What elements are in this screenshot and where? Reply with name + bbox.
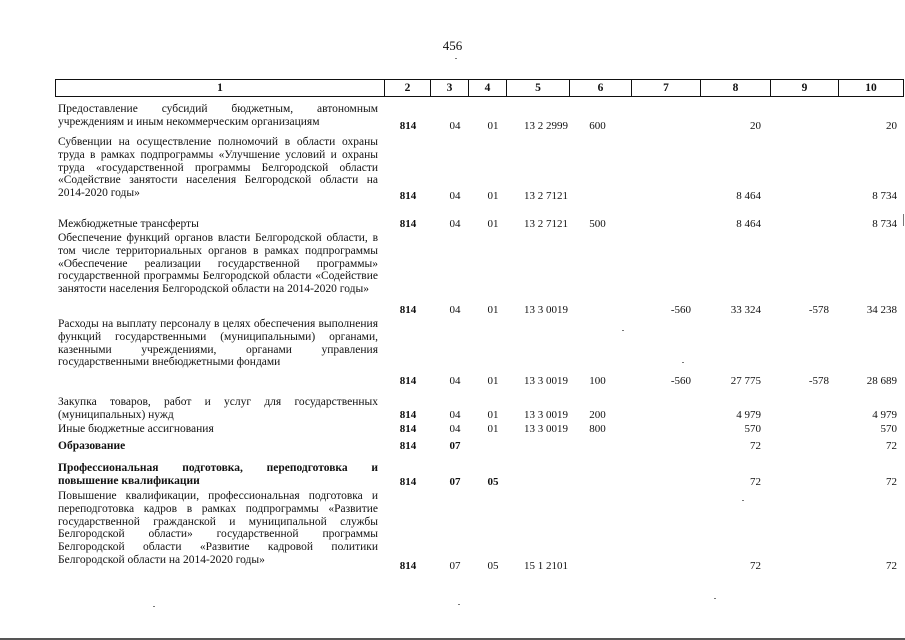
cell-col-8: 72 bbox=[750, 476, 761, 488]
scan-speck bbox=[455, 58, 457, 59]
cell-section: 04 bbox=[449, 409, 461, 421]
cell-col-10: 72 bbox=[886, 476, 897, 488]
scan-speck bbox=[458, 604, 460, 605]
cell-expense-type: 500 bbox=[589, 218, 606, 230]
cell-subsection: 01 bbox=[487, 218, 499, 230]
cell-subsection: 05 bbox=[487, 560, 499, 572]
cell-section: 07 bbox=[449, 560, 461, 572]
header-col-5: 5 bbox=[507, 80, 570, 96]
row-description: Профессиональная подготовка, переподготовка и повышение квалификации bbox=[58, 462, 378, 487]
header-col-6: 6 bbox=[570, 80, 632, 96]
row-description: Повышение квалификации, профессиональная подготовка и переподготовка кадров в рамках подпрограммы «Развитие государственной гражданской и муниципальной службы Белгородской области» государственной программы Белгородской области «Развитие кадровой политики Белгородской области на 2014-2020 годы» bbox=[58, 490, 378, 566]
cell-col-10: 34 238 bbox=[866, 304, 897, 316]
cell-section: 07 bbox=[449, 440, 461, 452]
cell-target-article: 13 3 0019 bbox=[524, 375, 568, 387]
scan-speck bbox=[682, 362, 684, 363]
scan-speck bbox=[903, 214, 904, 226]
cell-subsection: 01 bbox=[487, 409, 499, 421]
cell-col-10: 28 689 bbox=[866, 375, 897, 387]
cell-col-8: 33 324 bbox=[730, 304, 761, 316]
cell-section: 04 bbox=[449, 375, 461, 387]
cell-col-8: 27 775 bbox=[730, 375, 761, 387]
cell-section: 04 bbox=[449, 423, 461, 435]
cell-target-article: 15 1 2101 bbox=[524, 560, 568, 572]
cell-code: 814 bbox=[399, 375, 417, 387]
header-col-1: 1 bbox=[56, 80, 385, 96]
cell-code: 814 bbox=[399, 423, 417, 435]
cell-col-10: 8 734 bbox=[872, 218, 897, 230]
cell-col-8: 8 464 bbox=[736, 190, 761, 202]
cell-code: 814 bbox=[399, 440, 417, 452]
header-col-8: 8 bbox=[701, 80, 771, 96]
cell-col-8: 72 bbox=[750, 560, 761, 572]
header-col-9: 9 bbox=[771, 80, 839, 96]
header-col-2: 2 bbox=[385, 80, 431, 96]
cell-code: 814 bbox=[399, 409, 417, 421]
cell-expense-type: 200 bbox=[589, 409, 606, 421]
cell-col-10: 72 bbox=[886, 440, 897, 452]
header-col-10: 10 bbox=[865, 82, 877, 94]
cell-code: 814 bbox=[399, 120, 417, 132]
cell-target-article: 13 3 0019 bbox=[524, 304, 568, 316]
header-col-3: 3 bbox=[431, 80, 469, 96]
cell-code: 814 bbox=[399, 304, 417, 316]
cell-col-10: 570 bbox=[880, 423, 897, 435]
cell-col-8: 20 bbox=[750, 120, 761, 132]
row-description: Обеспечение функций органов власти Белгородской области, в том числе территориальных органов в рамках подпрограммы «Обеспечение реализации государственной программы» государственной программы Белгородской области «Содействие занятости населения Белгородской области на 2014-2020 годы» bbox=[58, 232, 378, 296]
cell-col-7: -560 bbox=[670, 375, 691, 387]
cell-subsection: 05 bbox=[487, 476, 499, 488]
scan-speck bbox=[153, 606, 155, 607]
cell-section: 04 bbox=[449, 120, 461, 132]
cell-subsection: 01 bbox=[487, 304, 499, 316]
header-col-4: 4 bbox=[469, 80, 507, 96]
cell-code: 814 bbox=[399, 476, 417, 488]
cell-expense-type: 100 bbox=[589, 375, 606, 387]
cell-col-9: -578 bbox=[808, 304, 829, 316]
cell-expense-type: 800 bbox=[589, 423, 606, 435]
scan-speck bbox=[622, 330, 624, 331]
cell-section: 04 bbox=[449, 190, 461, 202]
cell-code: 814 bbox=[399, 218, 417, 230]
row-description: Предоставление субсидий бюджетным, автономным учреждениям и иным некоммерческим организациям bbox=[58, 103, 378, 128]
cell-col-10: 72 bbox=[886, 560, 897, 572]
cell-col-10: 20 bbox=[886, 120, 897, 132]
cell-col-10: 8 734 bbox=[872, 190, 897, 202]
row-description: Субвенции на осуществление полномочий в области охраны труда в рамках подпрограммы «Улучшение условий и охраны труда «государственной программы Белгородской области «Содействие занятости населения Белгородской области на 2014-2020 годы» bbox=[58, 136, 378, 200]
cell-target-article: 13 3 0019 bbox=[524, 423, 568, 435]
cell-col-8: 570 bbox=[744, 423, 761, 435]
cell-subsection: 01 bbox=[487, 423, 499, 435]
row-description: Закупка товаров, работ и услуг для государственных (муниципальных) нужд bbox=[58, 396, 378, 421]
cell-subsection: 01 bbox=[487, 120, 499, 132]
page-number: 456 bbox=[442, 38, 463, 53]
cell-col-9: -578 bbox=[808, 375, 829, 387]
cell-col-10: 4 979 bbox=[872, 409, 897, 421]
cell-subsection: 01 bbox=[487, 375, 499, 387]
cell-subsection: 01 bbox=[487, 190, 499, 202]
header-col-7: 7 bbox=[632, 80, 701, 96]
cell-code: 814 bbox=[399, 560, 417, 572]
cell-code: 814 bbox=[399, 190, 417, 202]
cell-target-article: 13 3 0019 bbox=[524, 409, 568, 421]
cell-target-article: 13 2 7121 bbox=[524, 190, 568, 202]
table-header bbox=[55, 79, 904, 97]
cell-col-8: 4 979 bbox=[736, 409, 761, 421]
row-description: Межбюджетные трансферты bbox=[58, 218, 199, 230]
scan-speck bbox=[742, 500, 744, 501]
row-description: Иные бюджетные ассигнования bbox=[58, 423, 214, 435]
cell-col-7: -560 bbox=[670, 304, 691, 316]
cell-section: 04 bbox=[449, 218, 461, 230]
row-description: Расходы на выплату персоналу в целях обеспечения выполнения функций государственными (муниципальными) органами, казенными учреждениями, органами управления государственными внебюджетными фондами bbox=[58, 318, 378, 369]
cell-col-8: 8 464 bbox=[736, 218, 761, 230]
cell-col-8: 72 bbox=[750, 440, 761, 452]
cell-section: 04 bbox=[449, 304, 461, 316]
cell-expense-type: 600 bbox=[589, 120, 606, 132]
scan-speck bbox=[714, 598, 716, 599]
cell-target-article: 13 2 7121 bbox=[524, 218, 568, 230]
cell-section: 07 bbox=[449, 476, 461, 488]
cell-target-article: 13 2 2999 bbox=[524, 120, 568, 132]
row-description: Образование bbox=[58, 440, 126, 452]
